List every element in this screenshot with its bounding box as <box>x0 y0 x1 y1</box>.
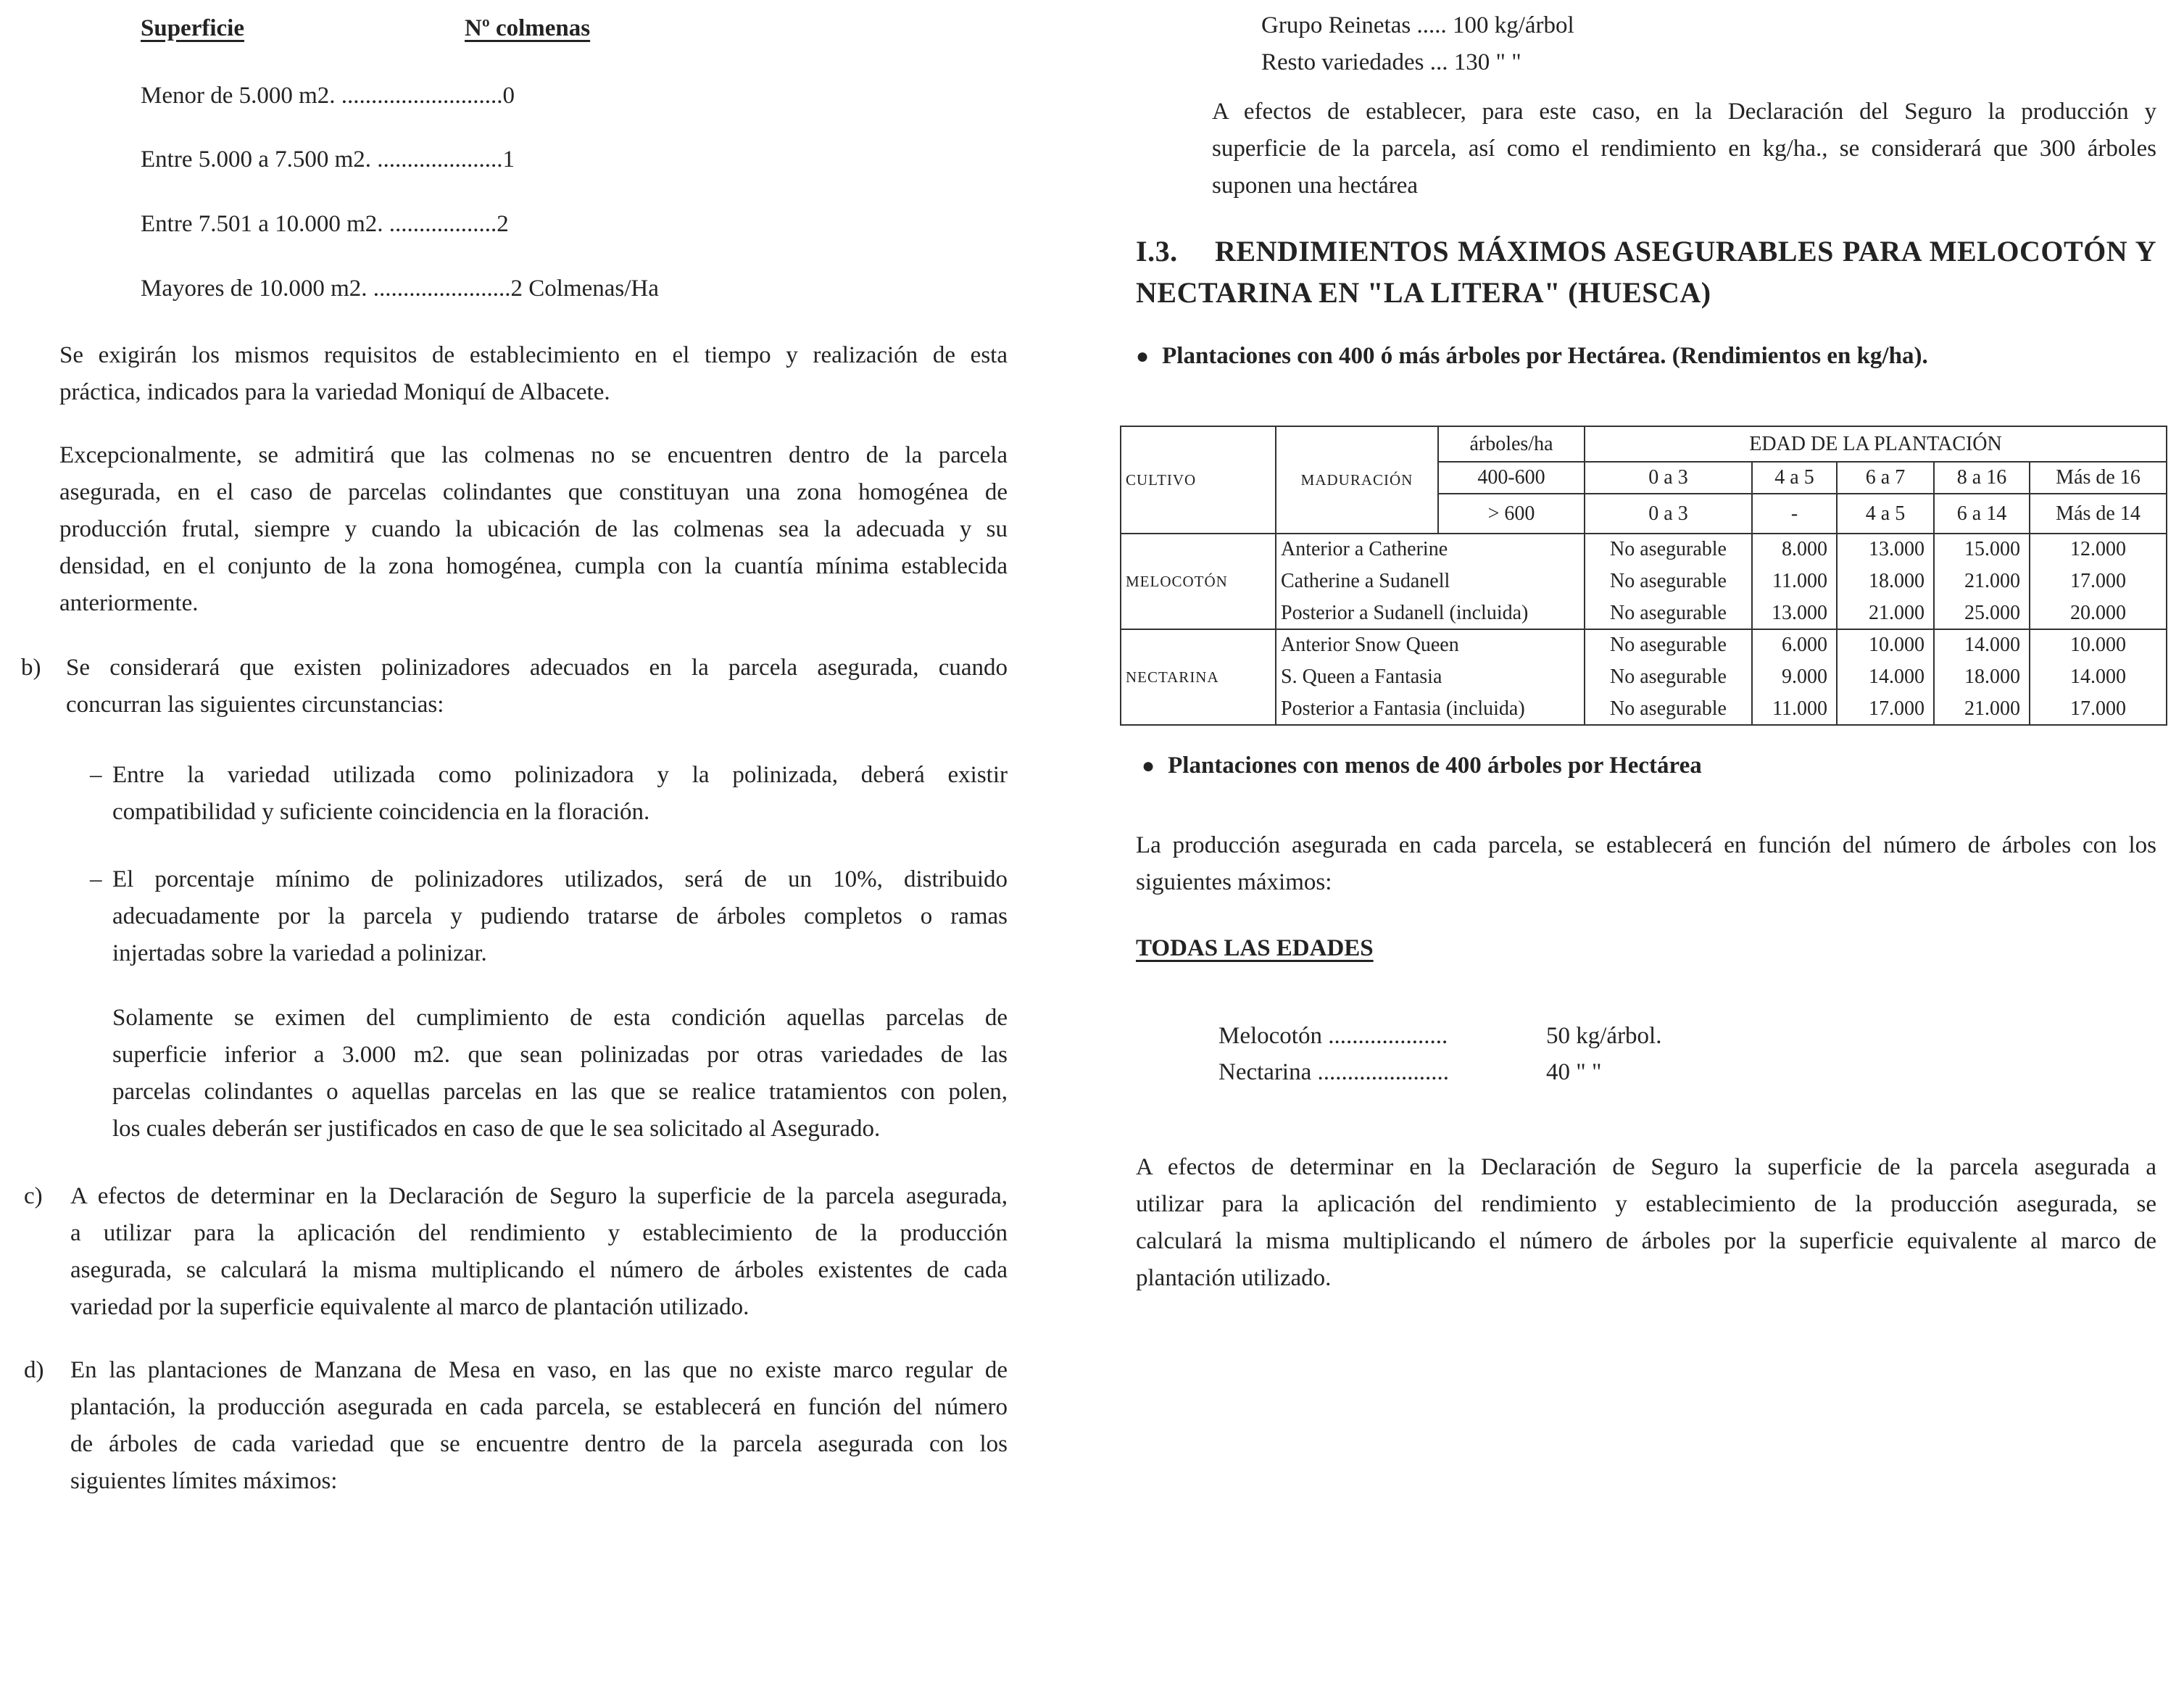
header-maduracion: MADURACIÓN <box>1276 426 1438 534</box>
resto-line: Resto variedades ... 130 " " <box>1261 49 1521 75</box>
todas-las-edades-heading: TODAS LAS EDADES <box>1136 935 1374 961</box>
text-line: Entre la variedad utilizada como polinizadora y la polinizada, deberá existir <box>112 762 1008 788</box>
dash-marker: – <box>90 762 102 788</box>
reinetas-line: Grupo Reinetas ..... 100 kg/árbol <box>1261 12 1574 38</box>
table-body <box>1121 534 2167 725</box>
paragraph-produccion <box>1136 827 2156 901</box>
text-line: utilizar para la aplicación del rendimiento y establecimiento de la producción asegurada, se <box>1136 1191 2156 1217</box>
bullet-text: Plantaciones con 400 ó más árboles por Hectárea. (Rendimientos en kg/ha). <box>1162 343 1928 369</box>
header-cultivo: CULTIVO <box>1121 426 1276 534</box>
text-line: asegurada, en el caso de parcelas colindantes que constituyan una zona homogénea de <box>59 479 1008 505</box>
text-line: A efectos de determinar en la Declaración de Seguro la superficie de la parcela asegurada, <box>70 1183 1008 1209</box>
table-row <box>1121 565 2167 598</box>
value-cell: 17.000 <box>2030 694 2167 725</box>
value-cell: No asegurable <box>1585 629 1752 660</box>
text-line: adecuadamente por la parcela y pudiendo tratarse de árboles completos o ramas <box>112 903 1008 929</box>
value-cell: 18.000 <box>1837 565 1934 598</box>
header-cell: 4 a 5 <box>1837 494 1934 534</box>
value-cell: 12.000 <box>2030 534 2167 565</box>
bullet-text: Plantaciones con menos de 400 árboles por Hectárea <box>1168 752 1702 779</box>
section-number: I.3. <box>1136 235 1178 268</box>
maduracion-cell: Posterior a Fantasia (incluida) <box>1276 694 1585 725</box>
value-cell: 25.000 <box>1934 598 2030 629</box>
text-line: siguientes máximos: <box>1136 869 1332 895</box>
table-row <box>1121 694 2167 725</box>
value-cell: 14.000 <box>1837 660 1934 694</box>
text-line: A efectos de determinar en la Declaración de Seguro la superficie de la parcela asegurada a <box>1136 1154 2156 1180</box>
text-line: injertadas sobre la variedad a polinizar. <box>112 940 487 966</box>
table-row <box>1121 629 2167 660</box>
text-line: En las plantaciones de Manzana de Mesa en vaso, en las que no existe marco regular de <box>70 1357 1008 1383</box>
text-line: a utilizar para la aplicación del rendimiento y establecimiento de la producción <box>70 1220 1008 1246</box>
item-label-d: d) <box>24 1357 44 1383</box>
colmenas-header: Nº colmenas <box>465 15 591 41</box>
value-cell: 21.000 <box>1837 598 1934 629</box>
text-line: La producción asegurada en cada parcela, se establecerá en función del número de árboles con los <box>1136 832 2156 858</box>
text-line: siguientes límites máximos: <box>70 1468 338 1494</box>
header-cell: 4 a 5 <box>1752 462 1837 494</box>
value-cell: 11.000 <box>1752 565 1837 598</box>
value-cell: No asegurable <box>1585 660 1752 694</box>
value-cell: 10.000 <box>2030 629 2167 660</box>
melocoton-label: Melocotón .................... <box>1218 1023 1448 1049</box>
table-row <box>1121 534 2167 565</box>
text-line: de árboles de cada variedad que se encuentre dentro de la parcela asegurada con los <box>70 1431 1008 1457</box>
value-cell: 20.000 <box>2030 598 2167 629</box>
text-line: producción frutal, siempre y cuando la ubicación de las colmenas sea la adecuada y su <box>59 516 1008 542</box>
value-cell: 18.000 <box>1934 660 2030 694</box>
text-line: Excepcionalmente, se admitirá que las colmenas no se encuentren dentro de la parcela <box>59 442 1008 468</box>
value-cell: No asegurable <box>1585 565 1752 598</box>
value-cell: 17.000 <box>1837 694 1934 725</box>
paragraph-dash-2 <box>112 861 1008 972</box>
item-label-b: b) <box>21 655 41 681</box>
cultivo-cell: MELOCOTÓN <box>1121 534 1276 629</box>
text-line: suponen una hectárea <box>1212 173 1419 199</box>
value-cell: 14.000 <box>1934 629 2030 660</box>
value-cell: 9.000 <box>1752 660 1837 694</box>
paragraph-superficie-final <box>1136 1149 2156 1297</box>
value-cell: 21.000 <box>1934 565 2030 598</box>
value-cell: 14.000 <box>2030 660 2167 694</box>
bullet-heading-under-400 <box>1142 747 1702 784</box>
text-line: plantación utilizado. <box>1136 1265 1332 1291</box>
text-line: Solamente se eximen del cumplimiento de esta condición aquellas parcelas de <box>112 1005 1008 1031</box>
paragraph-excepcionalmente <box>59 437 1008 622</box>
nectarina-value: 40 " " <box>1546 1059 1602 1085</box>
header-cell: Más de 16 <box>2030 462 2167 494</box>
text-line: concurran las siguientes circunstancias: <box>66 692 444 718</box>
text-line: superficie inferior a 3.000 m2. que sean polinizadas por otras variedades de las <box>112 1042 1008 1068</box>
text-line: densidad, en el conjunto de la zona homogénea, cumpla con la cuantía mínima establecida <box>59 553 1008 579</box>
value-cell: 15.000 <box>1934 534 2030 565</box>
header-cell: 0 a 3 <box>1585 494 1752 534</box>
melocoton-value: 50 kg/árbol. <box>1546 1023 1662 1049</box>
header-cell: 0 a 3 <box>1585 462 1752 494</box>
text-line: anteriormente. <box>59 590 199 616</box>
paragraph-requisitos <box>59 337 1008 411</box>
text-line: El porcentaje mínimo de polinizadores utilizados, será de un 10%, distribuido <box>112 866 1008 892</box>
text-line: Se considerará que existen polinizadores adecuados en la parcela asegurada, cuando <box>66 655 1008 681</box>
header-cell: > 600 <box>1438 494 1585 534</box>
header-arboles-ha: árboles/ha <box>1438 426 1585 462</box>
value-cell: No asegurable <box>1585 598 1752 629</box>
header-cell: - <box>1752 494 1837 534</box>
list-item: Mayores de 10.000 m2. .......................2 Colmenas/Ha <box>141 275 659 302</box>
paragraph-d <box>70 1352 1008 1500</box>
header-cell: 400-600 <box>1438 462 1585 494</box>
text-line: calculará la misma multiplicando el número de árboles por la superficie equivalente al marco de <box>1136 1228 2156 1254</box>
text-line: compatibilidad y suficiente coincidencia en la floración. <box>112 799 650 825</box>
maduracion-cell: S. Queen a Fantasia <box>1276 660 1585 694</box>
paragraph-dash-1 <box>112 757 1008 831</box>
table-row <box>1121 598 2167 629</box>
section-title: RENDIMIENTOS MÁXIMOS ASEGURABLES PARA MELOCOTÓN Y <box>1215 235 2156 268</box>
list-item: Entre 7.501 a 10.000 m2. ..................2 <box>141 211 509 237</box>
cultivo-cell: NECTARINA <box>1121 629 1276 725</box>
value-cell: 17.000 <box>2030 565 2167 598</box>
text-line: práctica, indicados para la variedad Moniquí de Albacete. <box>59 379 610 405</box>
paragraph-b <box>66 650 1008 723</box>
text-line: superficie de la parcela, así como el rendimiento en kg/ha., se considerará que 300 árboles <box>1212 136 2156 162</box>
value-cell: 10.000 <box>1837 629 1934 660</box>
text-line: parcelas colindantes o aquellas parcelas en las que se realice tratamientos con polen, <box>112 1079 1008 1105</box>
bullet-icon: ● <box>1136 344 1150 368</box>
text-line: variedad por la superficie equivalente al marco de plantación utilizado. <box>70 1294 750 1320</box>
value-cell: No asegurable <box>1585 694 1752 725</box>
text-line: A efectos de establecer, para este caso, en la Declaración del Seguro la producción y <box>1212 99 2156 125</box>
maduracion-cell: Catherine a Sudanell <box>1276 565 1585 598</box>
value-cell: 6.000 <box>1752 629 1837 660</box>
text-line: Se exigirán los mismos requisitos de establecimiento en el tiempo y realización de esta <box>59 342 1008 368</box>
value-cell: 11.000 <box>1752 694 1837 725</box>
nectarina-label: Nectarina ...................... <box>1218 1059 1449 1085</box>
paragraph-c <box>70 1178 1008 1326</box>
value-cell: 13.000 <box>1837 534 1934 565</box>
value-cell: 13.000 <box>1752 598 1837 629</box>
maduracion-cell: Posterior a Sudanell (incluida) <box>1276 598 1585 629</box>
value-cell: 21.000 <box>1934 694 2030 725</box>
value-cell: 8.000 <box>1752 534 1837 565</box>
header-edad: EDAD DE LA PLANTACIÓN <box>1585 426 2167 462</box>
paragraph-solamente <box>112 1000 1008 1148</box>
paragraph-establecer <box>1212 94 2156 204</box>
rendimientos-table <box>1120 426 2167 726</box>
header-cell: 8 a 16 <box>1934 462 2030 494</box>
text-line: los cuales deberán ser justificados en caso de que le sea solicitado al Asegurado. <box>112 1116 881 1142</box>
value-cell: No asegurable <box>1585 534 1752 565</box>
dash-marker: – <box>90 866 102 892</box>
item-label-c: c) <box>24 1183 43 1209</box>
maduracion-cell: Anterior a Catherine <box>1276 534 1585 565</box>
header-cell: Más de 14 <box>2030 494 2167 534</box>
bullet-heading-400-plus <box>1136 338 1928 375</box>
maduracion-cell: Anterior Snow Queen <box>1276 629 1585 660</box>
list-item: Menor de 5.000 m2. ...........................0 <box>141 83 515 109</box>
bullet-icon: ● <box>1142 754 1155 778</box>
header-cell: 6 a 7 <box>1837 462 1934 494</box>
text-line: asegurada, se calculará la misma multiplicando el número de árboles existentes de cada <box>70 1257 1008 1283</box>
list-item: Entre 5.000 a 7.500 m2. .....................1 <box>141 146 515 173</box>
header-cell: 6 a 14 <box>1934 494 2030 534</box>
superficie-header: Superficie <box>141 15 244 41</box>
section-title-cont: NECTARINA EN "LA LITERA" (HUESCA) <box>1136 276 1711 309</box>
table-row <box>1121 660 2167 694</box>
text-line: plantación, la producción asegurada en cada parcela, se establecerá en función del número <box>70 1394 1008 1420</box>
